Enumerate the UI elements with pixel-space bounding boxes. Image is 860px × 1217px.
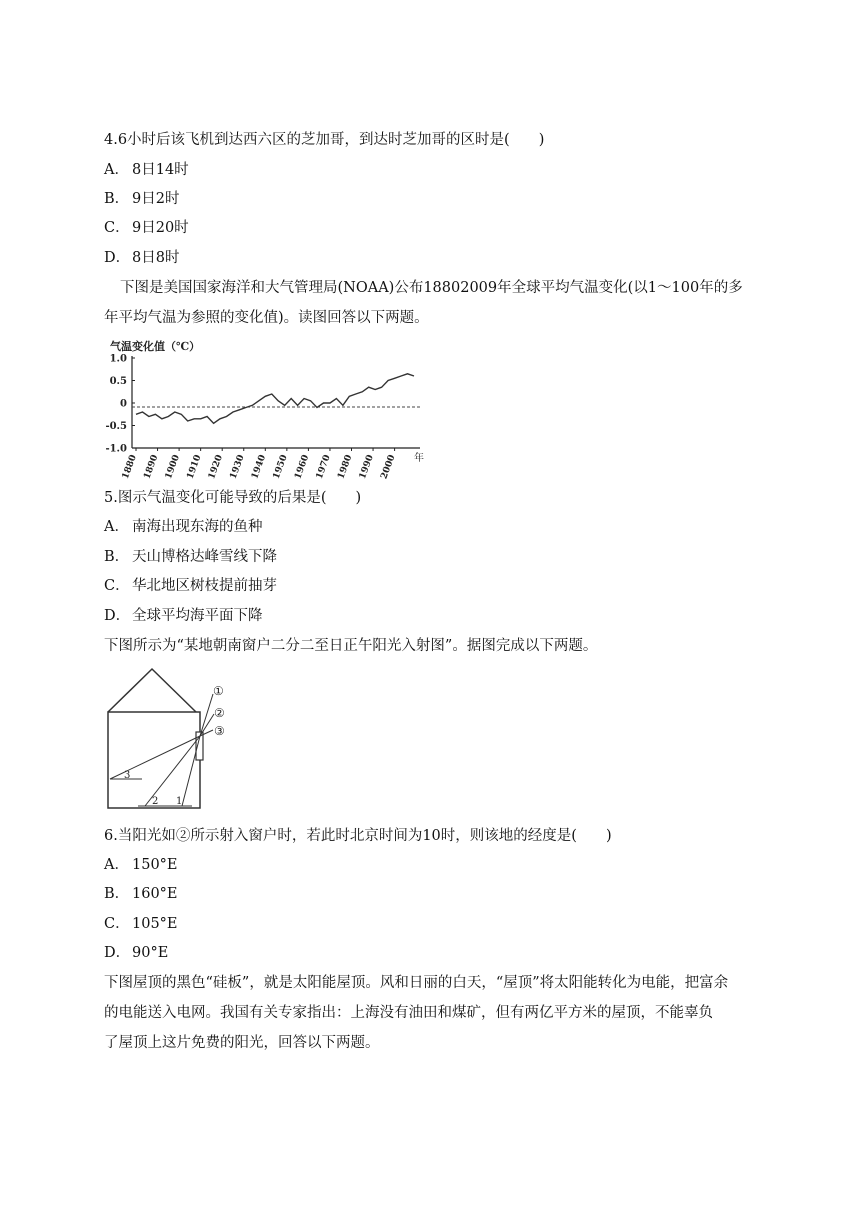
roof-outline [108, 669, 196, 712]
x-tick-label: 1910 [185, 453, 204, 481]
option-text: 华北地区树枝提前抽芽 [132, 578, 277, 594]
q6-option-b [104, 884, 178, 904]
option-letter: C． [104, 916, 130, 932]
x-tick-label: 1940 [250, 453, 269, 481]
floor-label-3: 3 [124, 770, 131, 781]
chart-ylabel: 气温变化值（℃） [110, 340, 201, 353]
x-tick-label: 2000 [379, 453, 398, 481]
q5-option-c [104, 576, 277, 596]
ray-1-outside [200, 694, 213, 736]
circle-label-1: ① [213, 684, 224, 698]
option-letter: C． [104, 578, 130, 594]
q5-option-a [104, 517, 263, 537]
option-text: 天山博格达峰雪线下降 [132, 549, 277, 565]
option-text: 160°E [132, 886, 178, 902]
sunlight-window-diagram [100, 664, 240, 814]
option-text: 150°E [132, 857, 178, 873]
q4-option-d [104, 248, 179, 268]
q6-option-c [104, 914, 178, 934]
y-tick-label: 0.5 [109, 376, 127, 387]
q4-option-a [104, 160, 189, 180]
ray-1-inside [182, 736, 200, 806]
option-letter: D． [104, 945, 131, 961]
option-text: 9日20时 [132, 220, 189, 236]
x-tick-label: 1880 [120, 453, 139, 481]
q6-stem: 6.当阳光如②所示射入窗户时，若此时北京时间为10时，则该地的经度是( ) [104, 828, 612, 844]
option-text: 8日8时 [132, 250, 180, 266]
house-wall [108, 712, 200, 808]
q4-option-c [104, 218, 189, 238]
option-letter: B． [104, 549, 130, 565]
option-text: 90°E [132, 945, 169, 961]
circle-label-3: ③ [214, 724, 225, 738]
intro-7-line3: 了屋顶上这片免费的阳光，回答以下两题。 [104, 1035, 380, 1051]
option-text: 8日14时 [132, 162, 189, 178]
x-tick-label: 1930 [228, 453, 247, 481]
floor-label-2: 2 [152, 796, 159, 807]
temperature-series-line [136, 374, 414, 424]
q5-stem: 5.图示气温变化可能导致的后果是( ) [104, 490, 362, 506]
x-unit-label: 年 [414, 453, 424, 464]
option-letter: B． [104, 886, 130, 902]
option-letter: C． [104, 220, 130, 236]
option-letter: A． [104, 857, 129, 873]
x-tick-label: 1900 [163, 453, 182, 481]
floor-label-1: 1 [176, 796, 183, 807]
q5-option-d [104, 606, 263, 626]
y-tick-label: 0 [120, 398, 127, 410]
option-text: 9日2时 [132, 191, 180, 207]
y-tick-label: -1.0 [105, 443, 127, 455]
x-tick-label: 1970 [314, 453, 333, 481]
option-letter: A． [104, 519, 129, 535]
x-tick-label: 1980 [336, 453, 355, 481]
option-text: 南海出现东海的鱼种 [132, 519, 263, 535]
q6-option-a [104, 855, 178, 875]
temperature-chart [96, 336, 436, 482]
intro-5-line2: 年平均气温为参照的变化值)。读图回答以下两题。 [104, 310, 429, 326]
intro-5-line1: 下图是美国国家海洋和大气管理局(NOAA)公布18802009年全球平均气温变化(以1～100年的多 [120, 280, 743, 296]
q4-stem: 4.6小时后该飞机到达西六区的芝加哥，到达时芝加哥的区时是( ) [104, 132, 545, 148]
x-tick-label: 1950 [271, 453, 290, 481]
intro-7-line1: 下图屋顶的黑色“硅板”，就是太阳能屋顶。风和日丽的白天，“屋顶”将太阳能转化为电能，把富余 [104, 975, 729, 991]
y-tick-label: -0.5 [105, 421, 127, 432]
q5-option-b [104, 547, 277, 567]
intro-7-line2: 的电能送入电网。我国有关专家指出：上海没有油田和煤矿，但有两亿平方米的屋顶，不能辜负 [104, 1005, 713, 1021]
option-text: 105°E [132, 916, 178, 932]
intro-6-line1: 下图所示为“某地朝南窗户二分二至日正午阳光入射图”。据图完成以下两题。 [104, 638, 598, 654]
q4-option-b [104, 189, 179, 209]
q6-option-d [104, 943, 168, 963]
option-text: 全球平均海平面下降 [132, 608, 263, 624]
x-tick-label: 1920 [207, 453, 226, 481]
circle-label-2: ② [214, 706, 225, 720]
x-tick-label: 1890 [142, 453, 161, 481]
x-ticks [121, 448, 398, 481]
option-letter: B． [104, 191, 130, 207]
option-letter: D． [104, 250, 131, 266]
option-letter: A． [104, 162, 129, 178]
x-tick-label: 1960 [293, 453, 312, 481]
y-ticks [105, 354, 135, 455]
option-letter: D． [104, 608, 131, 624]
x-tick-label: 1990 [357, 453, 376, 481]
y-tick-label: 1.0 [109, 353, 127, 365]
